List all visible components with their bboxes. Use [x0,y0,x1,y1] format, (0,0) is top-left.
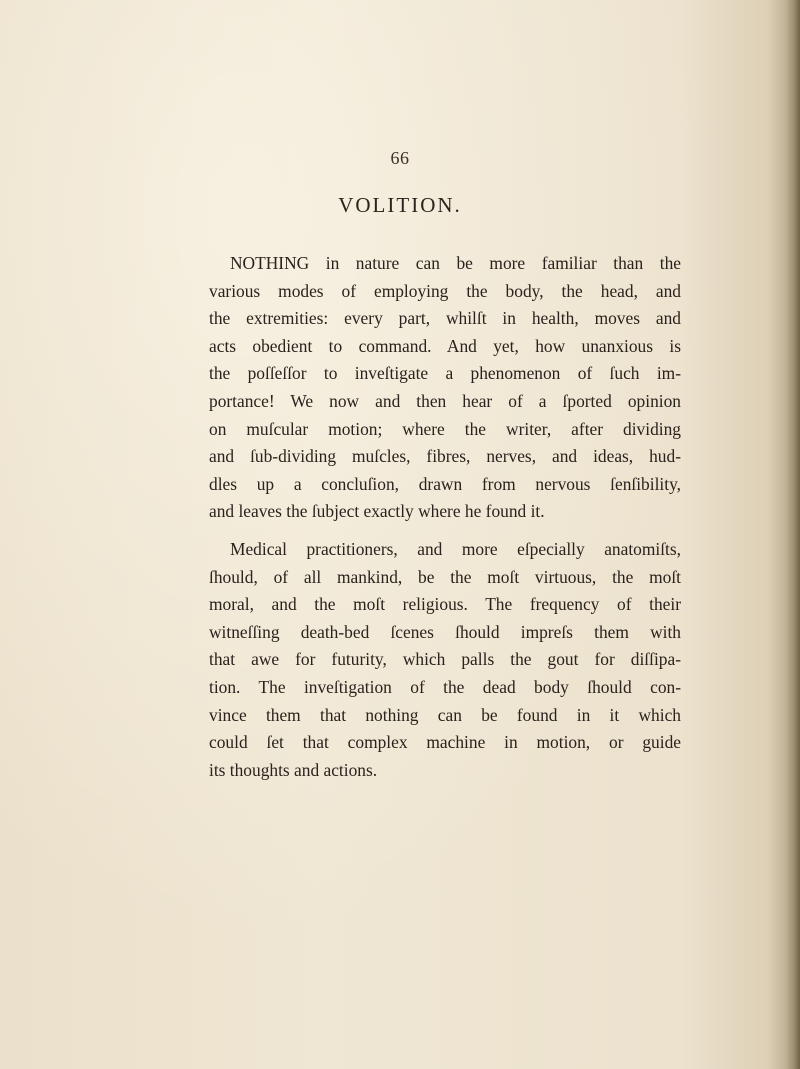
text-line: moral, and the moſt religious. The frequency of their [209,594,681,615]
text-line: tion. The inveſtigation of the dead body ſhould con- [209,676,681,697]
page-number: 66 [390,148,410,168]
text-line: Medical practitioners, and more eſpecially anatomiſts, [230,539,681,559]
text-line: the poſſeſſor to inveſtigate a phenomenon of ſuch im- [209,363,681,384]
text-line: portance! We now and then hear of a ſported opinion [209,390,681,411]
text-line: on muſcular motion; where the writer, after dividing [209,418,681,439]
text-line: and leaves the ſubject exactly where he found it. [209,501,545,522]
text-line: acts obedient to command. And yet, how unanxious is [209,335,681,356]
text-line: could ſet that complex machine in motion, or guide [209,732,681,753]
text-line: NOTHING in nature can be more familiar than the [230,253,681,273]
text-line: and ſub-dividing muſcles, fibres, nerves, and ideas, hud- [209,446,681,467]
text-line: its thoughts and actions. [209,759,378,780]
text-line: vince them that nothing can be found in it which [209,704,681,725]
text-line: the extremities: every part, whilſt in health, moves and [209,308,681,329]
text-line: witneſſing death-bed ſcenes ſhould impreſs them with [209,621,681,642]
text-line: dles up a concluſion, drawn from nervous ſenſibility, [209,473,681,494]
text-line: various modes of employing the body, the head, and [209,280,681,301]
chapter-title: VOLITION. [338,193,462,217]
text-line: ſhould, of all mankind, be the moſt virtuous, the moſt [209,566,681,587]
paragraph-1 [209,250,681,526]
paragraph-2 [209,536,681,784]
text-line: that awe for futurity, which palls the gout for diſſipa- [209,649,681,670]
